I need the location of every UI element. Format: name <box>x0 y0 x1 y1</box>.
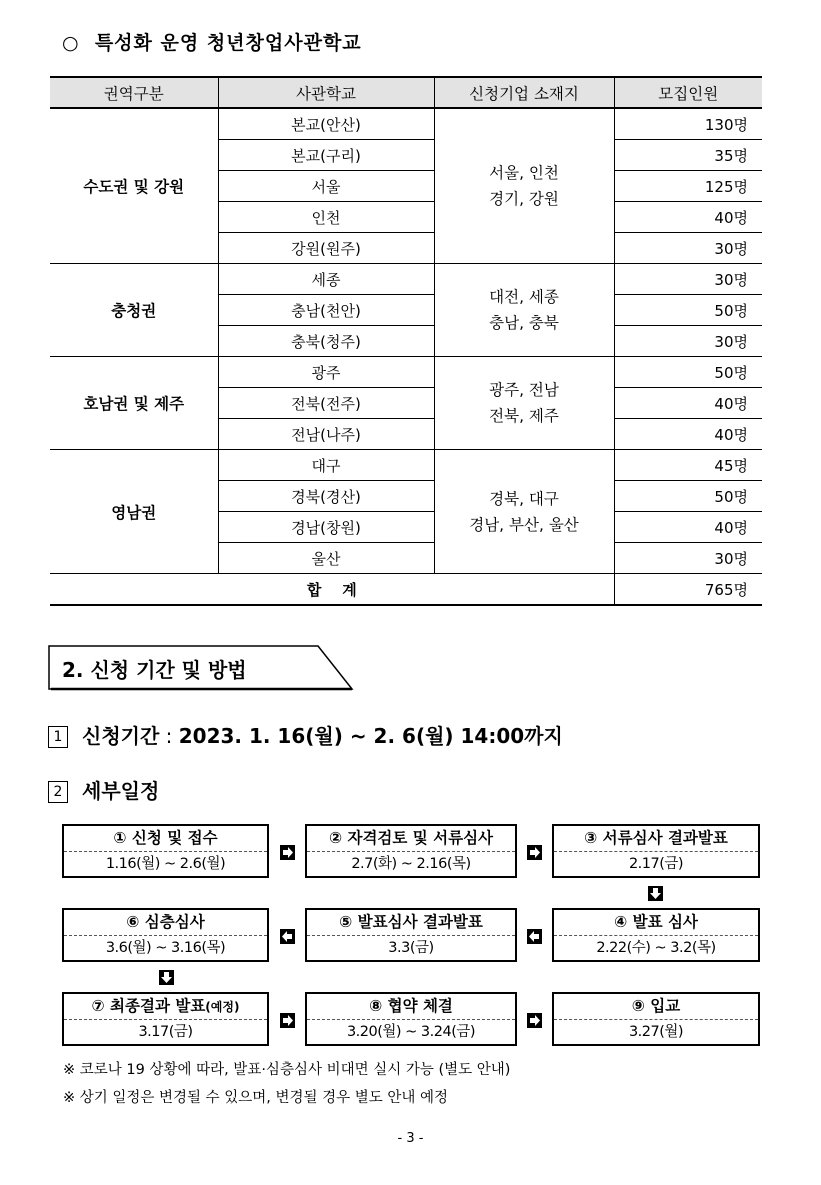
step-box-5 <box>305 908 517 962</box>
step-title: ① 신청 및 접수 <box>64 826 267 852</box>
count-cell: 125명 <box>614 171 762 202</box>
step-date: 3.17(금) <box>138 1024 193 1040</box>
application-period <box>48 720 563 749</box>
step-date: 2.7(화) ~ 2.16(목) <box>351 856 471 872</box>
arrow-right-icon <box>527 845 542 860</box>
school-cell: 본교(구리) <box>218 140 434 171</box>
note-line: ※ 코로나 19 상황에 따라, 발표·심층심사 비대면 실시 가능 (별도 안내) <box>63 1062 511 1078</box>
table-row <box>50 450 762 481</box>
section-title-text: 특성화 운영 청년창업사관학교 <box>94 32 362 54</box>
step-date: 3.20(월) ~ 3.24(금) <box>346 1024 476 1040</box>
page-number: - 3 - <box>397 1131 424 1146</box>
count-cell: 50명 <box>614 357 762 388</box>
region-cell: 호남권 및 제주 <box>50 357 218 450</box>
arrow-right-icon <box>280 1013 295 1028</box>
table-row <box>50 108 762 140</box>
location-line: 대전, 세종 <box>489 288 559 306</box>
step-box-6 <box>62 908 269 962</box>
location-line: 경북, 대구 <box>489 489 559 508</box>
step-title: ⑨ 입교 <box>554 994 758 1020</box>
step-date: 3.6(월) ~ 3.16(목) <box>105 940 226 956</box>
school-cell: 강원(원주) <box>218 233 434 264</box>
school-cell: 서울 <box>218 171 434 202</box>
step-date: 1.16(월) ~ 2.6(월) <box>105 856 226 872</box>
step-box-9 <box>552 992 760 1046</box>
count-cell: 40명 <box>614 512 762 543</box>
step-box-3 <box>552 824 760 878</box>
step-title: ⑤ 발표심사 결과발표 <box>307 910 515 936</box>
location-line: 서울, 인천 <box>489 164 559 182</box>
count-cell: 40명 <box>614 388 762 419</box>
header-region: 권역구분 <box>50 77 218 108</box>
label-separator: : <box>159 724 179 748</box>
region-cell: 영남권 <box>50 450 218 574</box>
academy-table <box>50 76 762 606</box>
school-cell: 본교(안산) <box>218 108 434 140</box>
count-cell: 30명 <box>614 233 762 264</box>
count-cell: 30명 <box>614 543 762 574</box>
school-cell: 광주 <box>218 357 434 388</box>
detailed-schedule <box>48 775 159 804</box>
step-date: 2.17(금) <box>628 856 684 872</box>
school-cell: 전북(전주) <box>218 388 434 419</box>
school-cell: 대구 <box>218 450 434 481</box>
count-cell: 50명 <box>614 481 762 512</box>
location-line: 충남, 충북 <box>489 314 559 332</box>
step-title-wrap <box>64 994 267 1020</box>
section2-header <box>48 645 352 689</box>
count-cell: 50명 <box>614 295 762 326</box>
table-row <box>50 264 762 295</box>
step-title: ⑦ 최종결과 발표 <box>91 997 206 1015</box>
application-period-label: 신청기간 <box>82 724 160 748</box>
school-cell: 경북(경산) <box>218 481 434 512</box>
location-line: 경기, 강원 <box>489 190 559 208</box>
item-number-box: 1 <box>48 726 68 748</box>
step-title: ⑧ 협약 체결 <box>307 994 515 1020</box>
count-cell: 40명 <box>614 202 762 233</box>
table-row <box>50 357 762 388</box>
notes <box>63 1056 510 1112</box>
school-cell: 전남(나주) <box>218 419 434 450</box>
location-cell <box>434 357 614 450</box>
arrow-left-icon <box>280 929 295 944</box>
location-cell <box>434 264 614 357</box>
arrow-down-icon <box>648 886 663 901</box>
location-line: 경남, 부산, 울산 <box>469 515 579 534</box>
count-cell: 30명 <box>614 326 762 357</box>
section2-title: 2. 신청 기간 및 방법 <box>62 658 247 682</box>
count-cell: 35명 <box>614 140 762 171</box>
step-title: ③ 서류심사 결과발표 <box>554 826 758 852</box>
region-cell: 수도권 및 강원 <box>50 108 218 264</box>
school-cell: 세종 <box>218 264 434 295</box>
school-cell: 경남(창원) <box>218 512 434 543</box>
step-title: ⑥ 심층심사 <box>64 910 267 936</box>
step-box-7 <box>62 992 269 1046</box>
step-title-suffix: (예정) <box>205 1000 240 1014</box>
header-count: 모집인원 <box>614 77 762 108</box>
detailed-schedule-label: 세부일정 <box>82 779 160 803</box>
total-label: 합 계 <box>50 574 614 606</box>
header-location: 신청기업 소재지 <box>434 77 614 108</box>
step-date: 2.22(수) ~ 3.2(목) <box>596 940 716 956</box>
total-count: 765명 <box>614 574 762 606</box>
school-cell: 충북(청주) <box>218 326 434 357</box>
count-cell: 45명 <box>614 450 762 481</box>
region-cell: 충청권 <box>50 264 218 357</box>
step-box-4 <box>552 908 760 962</box>
arrow-right-icon <box>527 1013 542 1028</box>
arrow-left-icon <box>527 929 542 944</box>
section-title <box>62 28 362 55</box>
location-cell <box>434 108 614 264</box>
location-line: 광주, 전남 <box>489 381 559 399</box>
school-cell: 인천 <box>218 202 434 233</box>
total-row <box>50 574 762 606</box>
step-box-2 <box>305 824 517 878</box>
count-cell: 40명 <box>614 419 762 450</box>
count-cell: 130명 <box>614 108 762 140</box>
circle-bullet-icon: ○ <box>62 32 80 54</box>
step-box-1 <box>62 824 269 878</box>
step-date: 3.3(금) <box>388 940 434 956</box>
count-cell: 30명 <box>614 264 762 295</box>
location-cell <box>434 450 614 574</box>
school-cell: 울산 <box>218 543 434 574</box>
location-line: 전북, 제주 <box>489 407 559 425</box>
school-cell: 충남(천안) <box>218 295 434 326</box>
table-header-row <box>50 77 762 108</box>
step-title: ② 자격검토 및 서류심사 <box>307 826 515 852</box>
header-school: 사관학교 <box>218 77 434 108</box>
application-period-value: 2023. 1. 16(월) ~ 2. 6(월) 14:00까지 <box>178 724 563 748</box>
step-box-8 <box>305 992 517 1046</box>
step-title: ④ 발표 심사 <box>554 910 758 936</box>
arrow-right-icon <box>280 845 295 860</box>
step-date: 3.27(월) <box>628 1024 684 1040</box>
note-line: ※ 상기 일정은 변경될 수 있으며, 변경될 경우 별도 안내 예정 <box>63 1090 449 1106</box>
item-number-box: 2 <box>48 781 68 803</box>
arrow-down-icon <box>159 970 174 985</box>
